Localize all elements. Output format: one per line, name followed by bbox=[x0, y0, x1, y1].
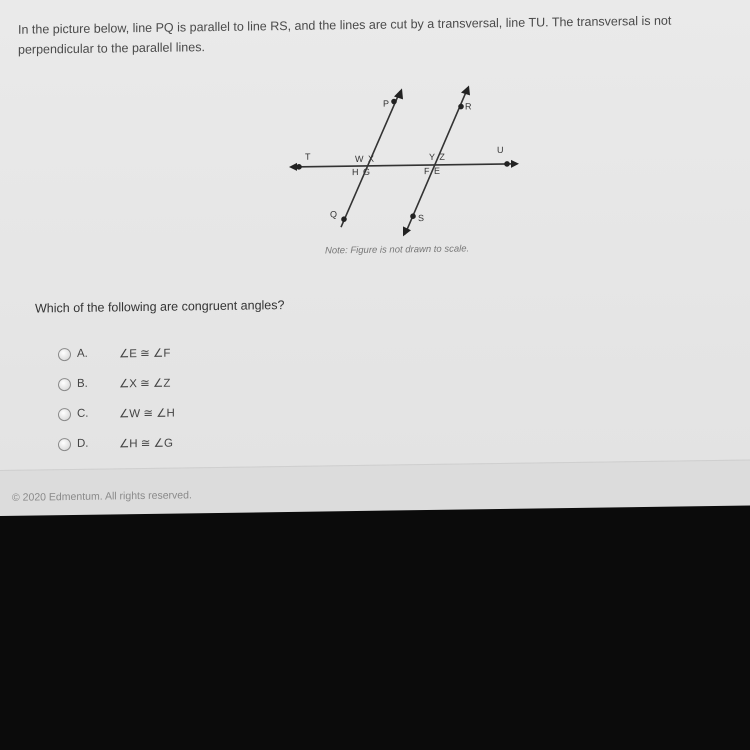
line-tu bbox=[293, 164, 515, 167]
option-b[interactable] bbox=[58, 365, 358, 399]
radio-button[interactable] bbox=[58, 408, 71, 421]
point-u bbox=[504, 161, 510, 167]
angle-labels-left-top: W X bbox=[355, 153, 375, 165]
option-c[interactable] bbox=[58, 395, 358, 429]
label-p: P bbox=[383, 98, 390, 109]
label-q: Q bbox=[330, 209, 338, 220]
point-t bbox=[296, 164, 302, 170]
option-text: ∠H ≅ ∠G bbox=[119, 437, 173, 451]
option-text: ∠X ≅ ∠Z bbox=[119, 377, 171, 391]
option-a[interactable] bbox=[58, 335, 358, 369]
label-s: S bbox=[418, 213, 425, 224]
point-p bbox=[391, 99, 397, 105]
option-letter: D. bbox=[77, 437, 89, 450]
copyright-text: © 2020 Edmentum. All rights reserved. bbox=[12, 489, 192, 504]
point-q bbox=[341, 216, 347, 222]
angle-labels-left-bottom: H G bbox=[352, 166, 372, 178]
arrow-p bbox=[394, 88, 403, 99]
page-footer bbox=[0, 460, 750, 516]
question-text: In the picture below, line PQ is parallel to line RS, and the lines are cut by a transversal, line TU. The transversal is not perpendicular to the parallel lines. bbox=[18, 13, 672, 57]
point-r bbox=[458, 104, 464, 110]
figure-note: Note: Figure is not drawn to scale. bbox=[325, 243, 470, 257]
radio-button[interactable] bbox=[58, 348, 71, 361]
geometry-figure bbox=[285, 85, 525, 268]
option-letter: A. bbox=[77, 347, 88, 360]
option-d[interactable] bbox=[58, 425, 358, 459]
label-t: T bbox=[305, 151, 311, 162]
radio-button[interactable] bbox=[58, 438, 71, 451]
parallel-lines-diagram bbox=[285, 85, 525, 268]
radio-button[interactable] bbox=[58, 378, 71, 391]
option-text: ∠W ≅ ∠H bbox=[119, 407, 175, 421]
answer-prompt: Which of the following are congruent angles? bbox=[35, 298, 285, 316]
arrow-u bbox=[511, 160, 519, 168]
angle-labels-right-bottom: F E bbox=[424, 165, 442, 177]
label-r: R bbox=[465, 101, 472, 112]
arrow-t bbox=[289, 163, 297, 171]
angle-labels-right-top: Y Z bbox=[429, 151, 446, 163]
point-s bbox=[410, 213, 416, 219]
label-u: U bbox=[497, 144, 504, 156]
option-text: ∠E ≅ ∠F bbox=[119, 347, 171, 361]
answer-options bbox=[58, 335, 358, 459]
option-letter: C. bbox=[77, 407, 89, 420]
option-letter: B. bbox=[77, 377, 88, 390]
